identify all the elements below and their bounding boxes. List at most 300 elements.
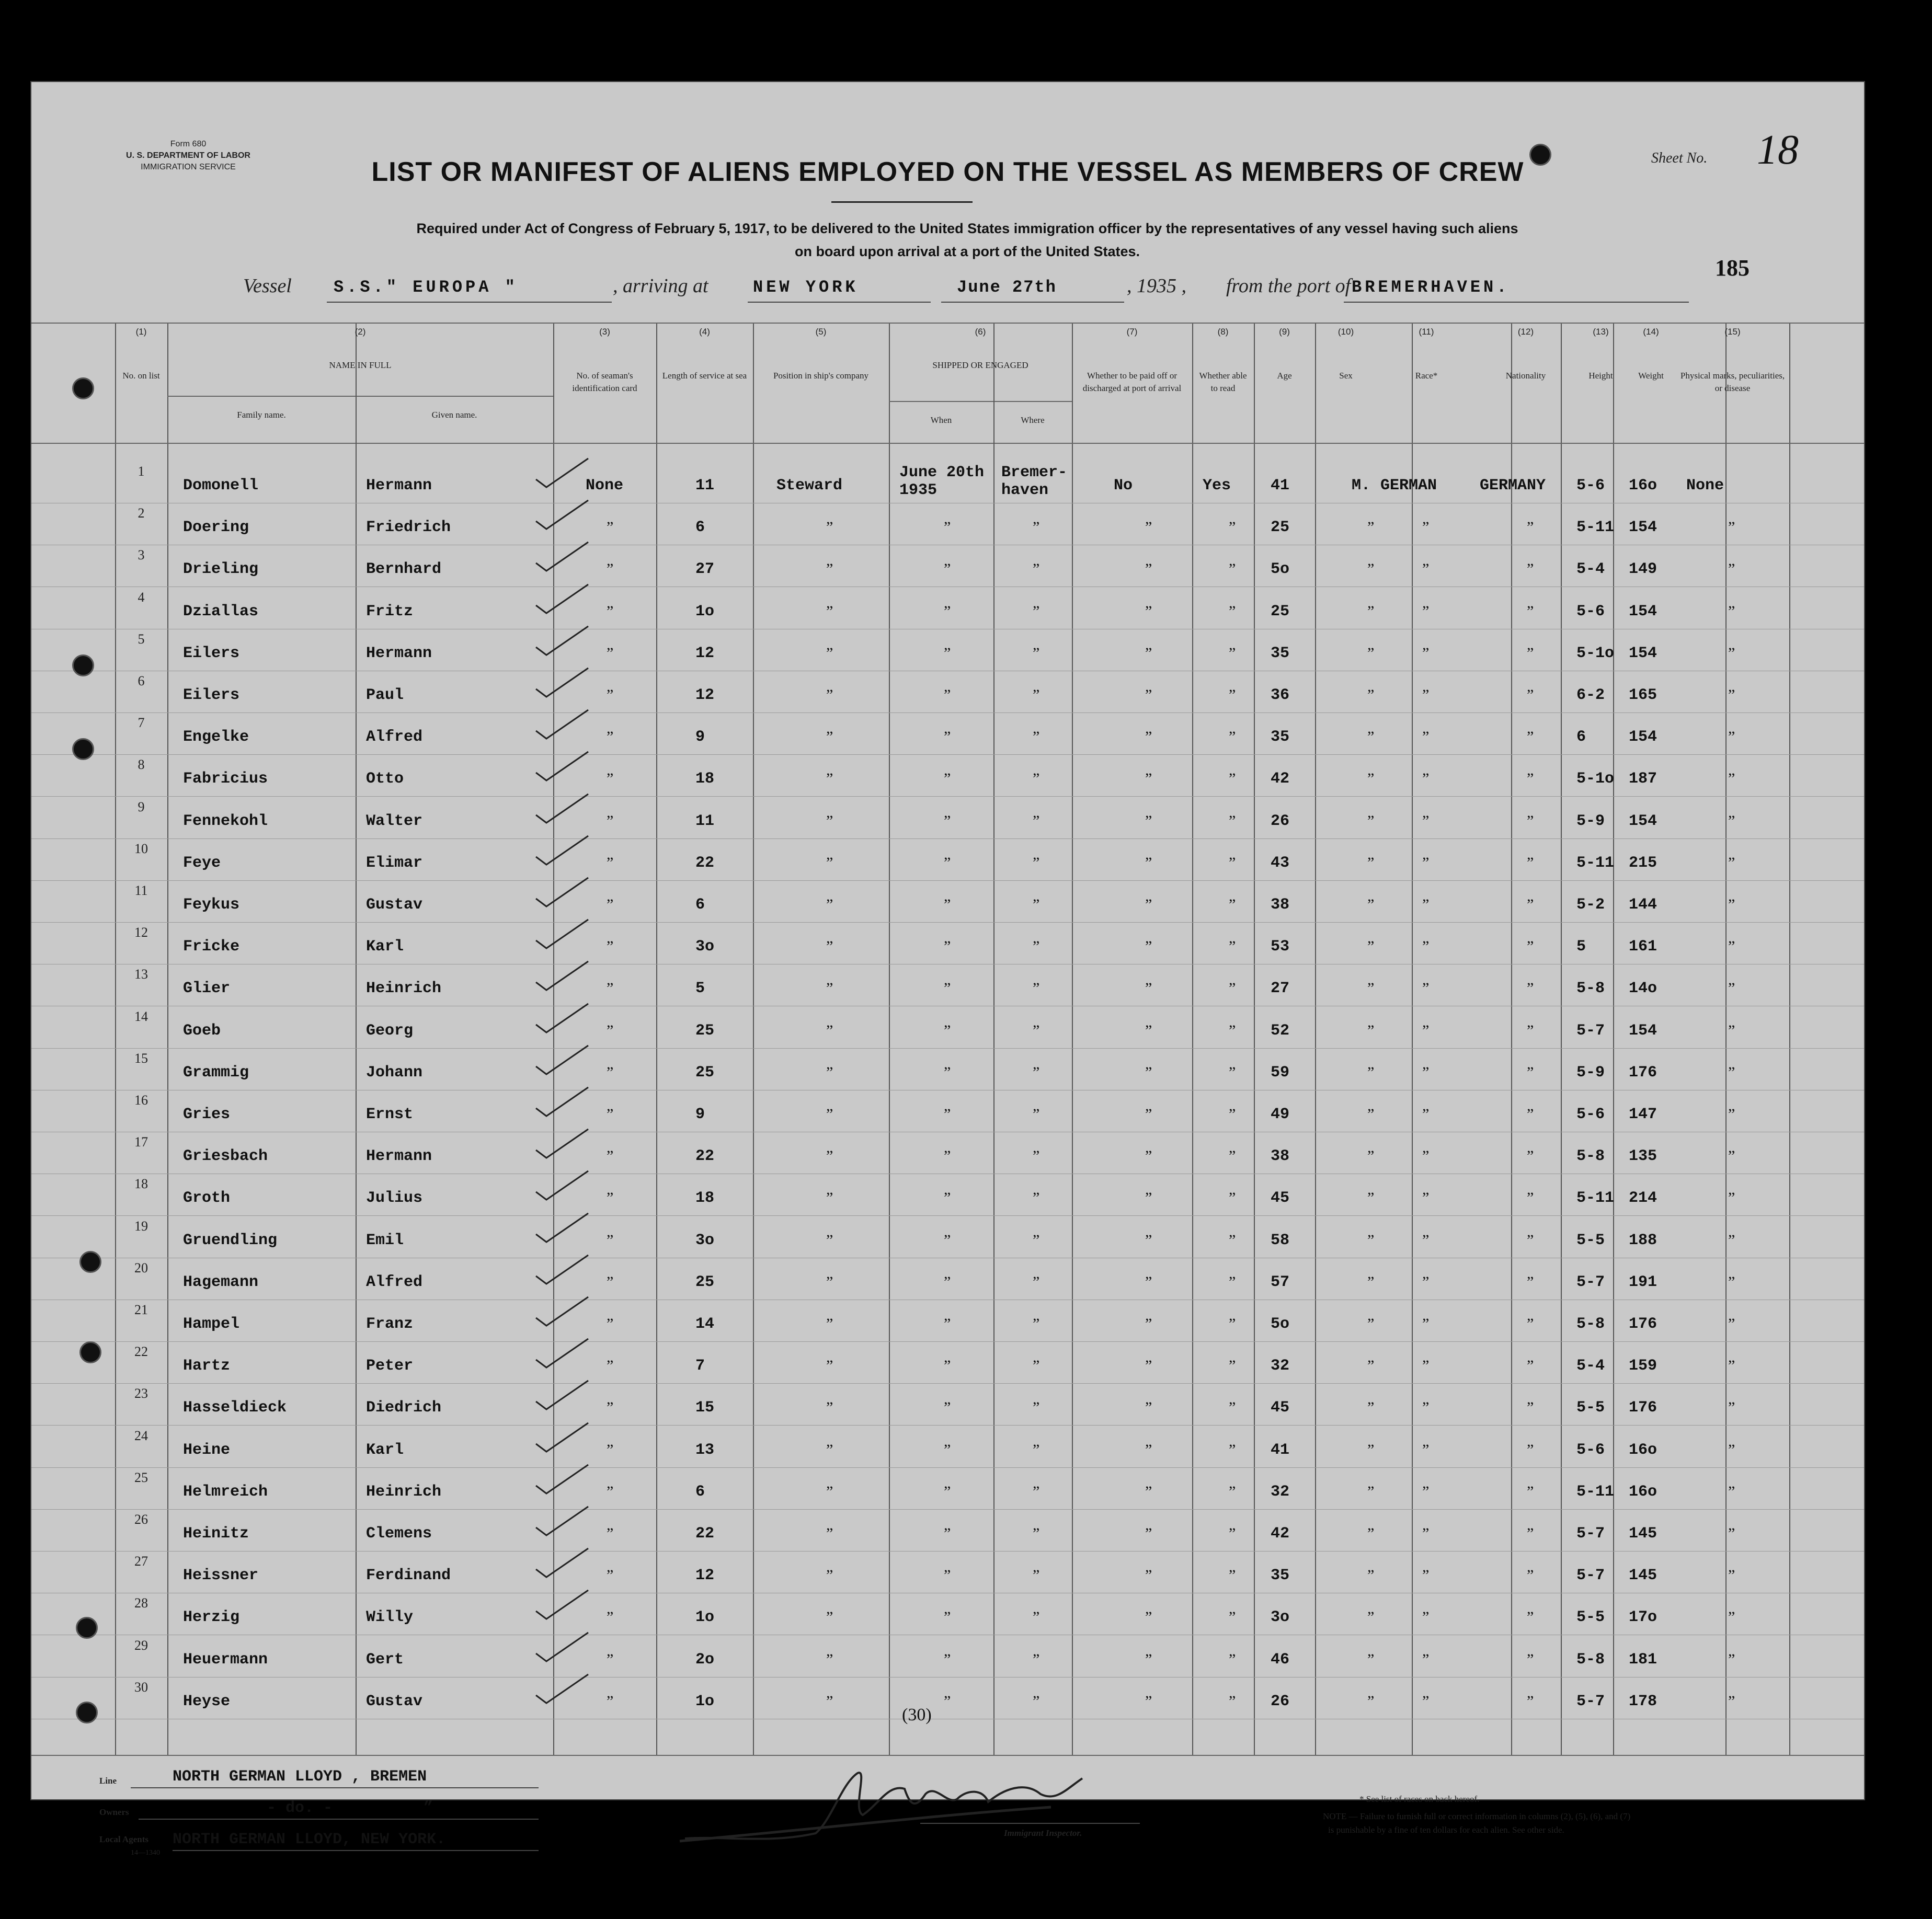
- row-number: 9: [138, 799, 145, 814]
- ditto-mark: ”: [1422, 1441, 1430, 1458]
- ditto-mark: ”: [1229, 1273, 1236, 1291]
- length-of-service: 25: [695, 1063, 715, 1082]
- ditto-mark: ”: [1229, 1189, 1236, 1207]
- ditto-mark: ”: [1145, 728, 1152, 746]
- ditto-mark: ”: [1145, 770, 1152, 788]
- ditto-mark: ”: [1229, 1650, 1236, 1668]
- ditto-mark: ”: [1229, 686, 1236, 704]
- row-number: 6: [138, 673, 145, 688]
- weight: 145: [1629, 1525, 1657, 1543]
- ditto-mark: ”: [1728, 896, 1735, 913]
- given-name: Ferdinand: [366, 1567, 451, 1585]
- given-name: Heinrich: [366, 980, 442, 998]
- age: 25: [1271, 602, 1290, 620]
- column-number-c5: (5): [815, 327, 827, 337]
- ditto-mark: ”: [607, 1399, 614, 1417]
- shipped-where: Bremer- haven: [1001, 464, 1068, 499]
- ditto-mark: ”: [1145, 1399, 1152, 1417]
- ditto-mark: ”: [1229, 1357, 1236, 1375]
- when-header: When: [930, 415, 952, 425]
- row-number: 3: [138, 547, 145, 563]
- family-name: Fennekohl: [183, 812, 268, 830]
- height: 5-11: [1576, 519, 1615, 537]
- ditto-mark: ”: [826, 770, 833, 788]
- weight: 145: [1629, 1567, 1657, 1585]
- height: 5-4: [1576, 1357, 1605, 1375]
- owners-rule: [139, 1819, 539, 1820]
- arrival-date-rule: [941, 302, 1124, 303]
- table-column-rule: [656, 323, 657, 1755]
- ditto-mark: ”: [1728, 602, 1735, 620]
- ditto-mark: ”: [1728, 770, 1735, 788]
- row-rule: [31, 1467, 1864, 1468]
- ditto-mark: ”: [1145, 1063, 1152, 1081]
- checkmark-icon: [533, 1420, 591, 1457]
- column-number-c3: (3): [599, 327, 610, 337]
- given-name: Willy: [366, 1608, 414, 1627]
- ditto-mark: ”: [1527, 1608, 1534, 1626]
- weight: 187: [1629, 770, 1657, 788]
- family-name: Hasseldieck: [183, 1399, 287, 1417]
- ditto-mark: ”: [607, 728, 614, 746]
- punch-hole: [72, 377, 94, 399]
- length-of-service: 25: [695, 1273, 715, 1291]
- ditto-mark: ”: [1422, 1189, 1430, 1207]
- ditto-mark: ”: [944, 938, 951, 956]
- family-name: Herzig: [183, 1608, 240, 1627]
- ditto-mark: ”: [944, 1231, 951, 1249]
- checkmark-icon: [533, 875, 591, 912]
- ditto-mark: ”: [1527, 812, 1534, 830]
- checkmark-icon: [533, 1127, 591, 1163]
- family-name: Groth: [183, 1189, 231, 1208]
- column-header-c2: NAME IN FULL: [329, 360, 392, 370]
- shipped-when-where-rule: [993, 401, 994, 1755]
- given-name: Alfred: [366, 728, 423, 746]
- weight: 161: [1629, 938, 1657, 956]
- row-number: 23: [134, 1386, 148, 1401]
- length-of-service: 22: [695, 1525, 715, 1543]
- ditto-mark: ”: [1145, 602, 1152, 620]
- ditto-mark: ”: [826, 1483, 833, 1500]
- ditto-mark: ”: [1033, 1483, 1040, 1500]
- row-rule: [31, 922, 1864, 923]
- length-of-service: 12: [695, 644, 715, 662]
- given-name: Karl: [366, 1441, 404, 1459]
- age: 36: [1271, 686, 1290, 704]
- ditto-mark: ”: [1367, 686, 1375, 704]
- ditto-mark: ”: [1033, 896, 1040, 913]
- ditto-mark: ”: [1422, 560, 1430, 578]
- height: 5-8: [1576, 1315, 1605, 1333]
- weight: 178: [1629, 1692, 1657, 1710]
- given-name: Georg: [366, 1021, 414, 1040]
- length-of-service: 1o: [695, 1608, 715, 1627]
- from-port-rule: [1344, 302, 1689, 303]
- row-number: 25: [134, 1469, 148, 1485]
- ditto-mark: ”: [607, 644, 614, 662]
- ditto-mark: ”: [1145, 1106, 1152, 1123]
- ditto-mark: ”: [1422, 1063, 1430, 1081]
- row-number: 20: [134, 1260, 148, 1275]
- weight: 16o: [1629, 1441, 1657, 1459]
- age: 35: [1271, 1567, 1290, 1585]
- weight: 165: [1629, 686, 1657, 704]
- age: 42: [1271, 770, 1290, 788]
- punch-hole: [76, 1702, 98, 1723]
- ditto-mark: ”: [1527, 1399, 1534, 1417]
- family-name: Heyse: [183, 1692, 231, 1710]
- weight: 14o: [1629, 980, 1657, 998]
- row-number: 13: [134, 967, 148, 982]
- weight: 214: [1629, 1189, 1657, 1208]
- ditto-mark: ”: [1367, 1273, 1375, 1291]
- ditto-mark: ”: [1422, 1106, 1430, 1123]
- weight: 176: [1629, 1315, 1657, 1333]
- given-name: Bernhard: [366, 560, 442, 579]
- height: 5-7: [1576, 1021, 1605, 1040]
- ditto-mark: ”: [1422, 896, 1430, 913]
- owners-value: - do. -: [267, 1799, 333, 1817]
- height: 5-1o: [1576, 644, 1615, 662]
- column-number-c7: (7): [1126, 327, 1138, 337]
- row-number: 2: [138, 505, 145, 521]
- checkmark-icon: [533, 539, 591, 576]
- given-name: Alfred: [366, 1273, 423, 1291]
- ditto-mark: ”: [607, 980, 614, 997]
- weight: 144: [1629, 896, 1657, 914]
- checkmark-icon: [533, 1672, 591, 1708]
- length-of-service: 18: [695, 770, 715, 788]
- ditto-mark: ”: [1422, 938, 1430, 956]
- checkmark-icon: [533, 1211, 591, 1247]
- family-name: Doering: [183, 519, 249, 537]
- weight: 17o: [1629, 1608, 1657, 1627]
- column-number-c12: (12): [1517, 327, 1534, 337]
- height: 5-7: [1576, 1567, 1605, 1585]
- ditto-mark: ”: [1145, 1441, 1152, 1458]
- ditto-mark: ”: [944, 644, 951, 662]
- department-name: U. S. DEPARTMENT OF LABOR: [126, 151, 250, 160]
- given-name: Friedrich: [366, 519, 451, 537]
- ditto-mark: ”: [1367, 1021, 1375, 1039]
- length-of-service: 2o: [695, 1650, 715, 1669]
- column-number-c13: (13): [1593, 327, 1609, 337]
- punch-hole: [72, 654, 94, 676]
- column-number-c6: (6): [975, 327, 986, 337]
- column-header-c8: Whether able to read: [1199, 371, 1247, 393]
- ditto-mark: ”: [944, 560, 951, 578]
- height: 5-7: [1576, 1692, 1605, 1710]
- ditto-mark: ”: [607, 854, 614, 871]
- ditto-mark: ”: [607, 1106, 614, 1123]
- family-name: Hartz: [183, 1357, 231, 1375]
- ditto-mark: ”: [1367, 519, 1375, 536]
- length-of-service: 12: [695, 686, 715, 704]
- family-name: Heuermann: [183, 1650, 268, 1669]
- ditto-mark: ”: [1033, 854, 1040, 871]
- ditto-mark: ”: [944, 519, 951, 536]
- ditto-mark: ”: [944, 1357, 951, 1375]
- column-header-c11: Race*: [1415, 371, 1438, 381]
- ditto-mark: ”: [1145, 519, 1152, 536]
- ditto-mark: ”: [607, 1021, 614, 1039]
- ditto-mark: ”: [826, 560, 833, 578]
- line-value: NORTH GERMAN LLOYD , BREMEN: [173, 1768, 427, 1786]
- row-number: 22: [134, 1344, 148, 1360]
- ditto-mark: ”: [944, 812, 951, 830]
- family-name: Engelke: [183, 728, 249, 746]
- ditto-mark: ”: [1033, 1189, 1040, 1207]
- height: 5-11: [1576, 1483, 1615, 1501]
- ditto-mark: ”: [1367, 1483, 1375, 1500]
- ditto-mark: ”: [1422, 1567, 1430, 1584]
- shipped-subheader-rule: [889, 401, 1072, 402]
- ditto-mark: ”: [1422, 1483, 1430, 1500]
- ditto-mark: ”: [1527, 896, 1534, 913]
- age: 57: [1271, 1273, 1290, 1291]
- given-name: Hermann: [366, 1147, 432, 1166]
- ditto-mark: ”: [1367, 1608, 1375, 1626]
- ditto-mark: ”: [1367, 1441, 1375, 1458]
- checkmark-icon: [533, 749, 591, 786]
- height: 5-2: [1576, 896, 1605, 914]
- age: 32: [1271, 1357, 1290, 1375]
- family-name: Goeb: [183, 1021, 221, 1040]
- table-column-rule: [1613, 323, 1614, 1755]
- ditto-mark: ”: [1229, 854, 1236, 871]
- from-port: BREMERHAVEN.: [1352, 278, 1510, 297]
- checkmark-icon: [533, 456, 591, 492]
- weight: 147: [1629, 1106, 1657, 1123]
- weight: 154: [1629, 644, 1657, 662]
- ditto-mark: ”: [1527, 770, 1534, 788]
- ditto-mark: ”: [607, 1650, 614, 1668]
- ditto-mark: ”: [1145, 686, 1152, 704]
- ditto-mark: ”: [1367, 980, 1375, 997]
- ditto-mark: ”: [826, 519, 833, 536]
- ditto-mark: ”: [826, 896, 833, 913]
- ditto-mark: ”: [1033, 1525, 1040, 1542]
- stamp-number: 185: [1715, 255, 1750, 281]
- ditto-mark: ”: [1033, 728, 1040, 746]
- weight: 149: [1629, 560, 1657, 579]
- ditto-mark: ”: [1229, 1063, 1236, 1081]
- vessel-name: S.S." EUROPA ": [334, 278, 518, 297]
- ditto-mark: ”: [826, 1273, 833, 1291]
- ditto-mark: ”: [1527, 1106, 1534, 1123]
- row-rule: [31, 1551, 1864, 1552]
- table-column-rule: [167, 323, 168, 1755]
- ditto-mark: ”: [1728, 1608, 1735, 1626]
- agents-label: Local Agents: [99, 1834, 148, 1844]
- able-to-read: Yes: [1203, 477, 1231, 495]
- weight: 181: [1629, 1650, 1657, 1669]
- age: 32: [1271, 1483, 1290, 1501]
- ditto-mark: ”: [1145, 938, 1152, 956]
- checkmark-icon: [533, 1085, 591, 1121]
- ditto-mark: ”: [1367, 644, 1375, 662]
- weight: 176: [1629, 1399, 1657, 1417]
- ditto-mark: ”: [1145, 1189, 1152, 1207]
- checkmark-icon: [533, 1252, 591, 1289]
- ditto-mark: ”: [826, 1399, 833, 1417]
- ditto-mark: ”: [1145, 1315, 1152, 1332]
- ditto-mark: ”: [607, 1525, 614, 1542]
- row-number: 26: [134, 1512, 148, 1527]
- row-rule: [31, 1383, 1864, 1384]
- physical-marks: None: [1686, 477, 1724, 495]
- height: 5-6: [1576, 1441, 1605, 1459]
- ditto-mark: ”: [1527, 938, 1534, 956]
- ditto-mark: ”: [1527, 1063, 1534, 1081]
- document-subtitle: [261, 217, 1673, 263]
- ditto-mark: ”: [944, 770, 951, 788]
- ditto-mark: ”: [1728, 1692, 1735, 1710]
- ditto-mark: ”: [1229, 1231, 1236, 1249]
- height: 6: [1576, 728, 1586, 746]
- length-of-service: 3o: [695, 1231, 715, 1249]
- column-header-c10: Sex: [1339, 371, 1353, 381]
- sex: M.: [1352, 477, 1371, 495]
- ditto-mark: ”: [1527, 1231, 1534, 1249]
- age: 26: [1271, 1692, 1290, 1710]
- given-name: Walter: [366, 812, 423, 830]
- title-rule: [831, 201, 973, 203]
- ditto-mark: ”: [1728, 812, 1735, 830]
- arriving-label: , arriving at: [613, 275, 708, 297]
- ditto-mark: ”: [1033, 1567, 1040, 1584]
- given-name: Peter: [366, 1357, 414, 1375]
- races-note: * See list of races on back hereof.: [1359, 1794, 1480, 1804]
- ditto-mark: ”: [1728, 1441, 1735, 1458]
- length-of-service: 9: [695, 1106, 705, 1123]
- column-header-c3: No. of seaman's identification card: [572, 371, 637, 393]
- ditto-mark: ”: [607, 1567, 614, 1584]
- ditto-mark: ”: [1367, 1315, 1375, 1332]
- line-label: Line: [99, 1776, 117, 1786]
- row-rule: [31, 1509, 1864, 1510]
- ditto-mark: ”: [1229, 560, 1236, 578]
- column-header-c7: Whether to be paid off or discharged at port of arrival: [1082, 371, 1182, 393]
- weight: 135: [1629, 1147, 1657, 1166]
- ditto-mark: ”: [944, 686, 951, 704]
- ditto-mark: ”: [944, 1483, 951, 1500]
- age: 38: [1271, 1147, 1290, 1166]
- height: 5-6: [1576, 1106, 1605, 1123]
- ditto-mark: ”: [826, 602, 833, 620]
- age: 25: [1271, 519, 1290, 537]
- ditto-mark: ”: [1033, 1063, 1040, 1081]
- row-number: 11: [134, 883, 148, 898]
- owners-label: Owners: [99, 1807, 129, 1817]
- ditto-mark: ”: [1728, 1231, 1735, 1249]
- ditto-mark: ”: [1229, 602, 1236, 620]
- given-name: Heinrich: [366, 1483, 442, 1501]
- table-column-rule: [115, 323, 116, 1755]
- ditto-mark: ”: [1033, 1441, 1040, 1458]
- ditto-mark: ”: [1033, 1106, 1040, 1123]
- height: 5-9: [1576, 1063, 1605, 1082]
- ditto-mark: ”: [1033, 560, 1040, 578]
- ditto-mark: ”: [1145, 1231, 1152, 1249]
- ditto-mark: ”: [944, 1147, 951, 1165]
- length-of-service: 1o: [695, 602, 715, 620]
- row-number: 12: [134, 925, 148, 940]
- age: 27: [1271, 980, 1290, 998]
- given-name: Hermann: [366, 477, 432, 495]
- weight: 154: [1629, 602, 1657, 620]
- ditto-mark: ”: [1033, 686, 1040, 704]
- age: 59: [1271, 1063, 1290, 1082]
- ditto-mark: ”: [826, 1315, 833, 1332]
- weight: 154: [1629, 519, 1657, 537]
- length-of-service: 6: [695, 1483, 705, 1501]
- row-rule: [31, 1048, 1864, 1049]
- ditto-mark: ”: [1229, 770, 1236, 788]
- given-name: Diedrich: [366, 1399, 442, 1417]
- age: 58: [1271, 1231, 1290, 1249]
- ditto-mark: ”: [1229, 1525, 1236, 1542]
- ditto-mark: ”: [1145, 980, 1152, 997]
- given-name: Gustav: [366, 896, 423, 914]
- ditto-mark: ”: [607, 1357, 614, 1375]
- ditto-mark: ”: [1422, 1315, 1430, 1332]
- ditto-mark: ”: [1728, 1189, 1735, 1207]
- ditto-mark: ”: [1033, 1021, 1040, 1039]
- given-name: Karl: [366, 938, 404, 956]
- ditto-mark: ”: [1145, 644, 1152, 662]
- ditto-mark: ”: [1422, 1525, 1430, 1542]
- family-name: Heine: [183, 1441, 231, 1459]
- age: 53: [1271, 938, 1290, 956]
- ditto-mark: ”: [1527, 1692, 1534, 1710]
- ditto-mark: ”: [607, 519, 614, 536]
- ditto-mark: ”: [1422, 1357, 1430, 1375]
- ditto-mark: ”: [607, 1441, 614, 1458]
- row-number: 24: [134, 1428, 148, 1443]
- height: 5-8: [1576, 980, 1605, 998]
- row-number: 21: [134, 1302, 148, 1317]
- ditto-mark: ”: [1527, 1441, 1534, 1458]
- ditto-mark: ”: [1527, 1483, 1534, 1500]
- length-of-service: 14: [695, 1315, 715, 1333]
- ditto-mark: ”: [1422, 1021, 1430, 1039]
- ditto-mark: ”: [826, 854, 833, 871]
- column-number-c2: (2): [355, 327, 366, 337]
- ditto-mark: ”: [1367, 1357, 1375, 1375]
- checkmark-icon: [533, 1504, 591, 1541]
- ditto-mark: ”: [1527, 686, 1534, 704]
- ditto-mark: ”: [944, 1273, 951, 1291]
- given-name: Hermann: [366, 644, 432, 662]
- ditto-mark: ”: [1229, 644, 1236, 662]
- ditto-mark: ”: [1527, 1021, 1534, 1039]
- ditto-mark: ”: [944, 1106, 951, 1123]
- ditto-mark: ”: [1728, 560, 1735, 578]
- family-name: Heissner: [183, 1567, 259, 1585]
- ditto-mark: ”: [1367, 1525, 1375, 1542]
- age: 46: [1271, 1650, 1290, 1669]
- height: 6-2: [1576, 686, 1605, 704]
- length-of-service: 18: [695, 1189, 715, 1208]
- family-name: Hampel: [183, 1315, 240, 1333]
- height: 5-6: [1576, 602, 1605, 620]
- ditto-mark: ”: [1728, 854, 1735, 871]
- family-name: Helmreich: [183, 1483, 268, 1501]
- line-rule: [131, 1787, 539, 1788]
- family-name: Glier: [183, 980, 231, 998]
